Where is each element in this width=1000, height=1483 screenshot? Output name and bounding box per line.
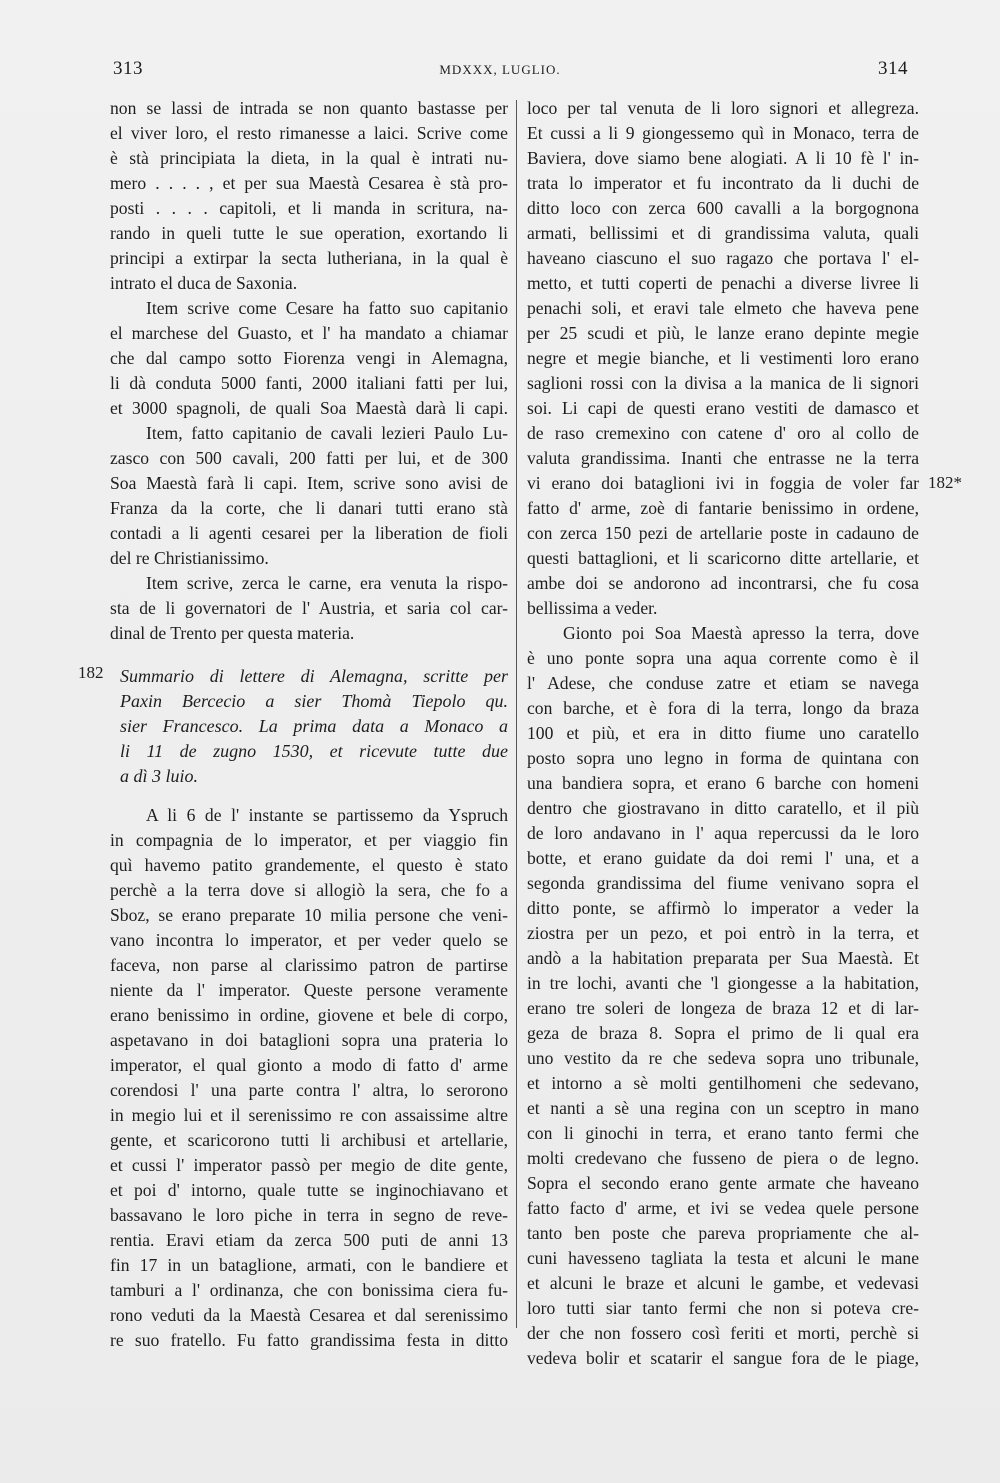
margin-note-right: 182* [928, 473, 962, 492]
text-line: questi battaglioni, et li scaricorno ditte artellarie, et [527, 548, 919, 568]
text-line: molti credevano che fusseno de piera o de legno. [527, 1148, 919, 1168]
text-line: tanto ben poste che pareva propriamente che al- [527, 1223, 919, 1243]
text-line: armati, bellissimi et di grandissima valuta, quali [527, 223, 919, 243]
text-line: sta de li governatori de l' Austria, et saria col car- [110, 598, 508, 618]
text-line: con barche, et è fora di la terra, longo da braza [527, 698, 919, 718]
text-line: imperator, el qual gionto a modo di fatto d' arme [110, 1055, 508, 1075]
text-line: soi. Li capi de questi erano vestiti de damasco et [527, 398, 919, 418]
text-line: et poi d' intorno, quale tutte se inginochiavano et [110, 1180, 508, 1200]
text-line: erano tre soleri de longeza de braza 12 et di lar- [527, 998, 919, 1018]
text-line: valuta grandissima. Inanti che entrasse ne la terra [527, 448, 919, 468]
text-line: metto, et tutti coperti de penachi a diverse livree li [527, 273, 919, 293]
text-line: Franza da la corte, che li danari tutti erano stà [110, 498, 508, 518]
text-line: botte, et erano guidate da doi remi l' una, et a [527, 848, 919, 868]
text-line: li dà conduta 5000 fanti, 2000 italiani fatti per lui, [110, 373, 508, 393]
text-line: erano benissimo in ordine, giovene et bele di corpo, [110, 1005, 508, 1025]
text-line: 100 et più, et era in ditto fiume uno caratello [527, 723, 919, 743]
text-line: ditto loco con zerca 600 cavalli a la borgognona [527, 198, 919, 218]
text-line: Sboz, se erano preparate 10 milia persone che veni- [110, 905, 508, 925]
text-line: faceva, non parse al clarissimo patron de partirse [110, 955, 508, 975]
text-line: trata lo imperator et fu incontrato da li duchi de [527, 173, 919, 193]
text-line: del re Christianissimo. [110, 548, 269, 568]
text-line: fatto d' arme, zoè di fantarie benissimo in ordene, [527, 498, 919, 518]
text-line: una bandiera sopra, et erano 6 barche con homeni [527, 773, 919, 793]
text-line: quì havemo patito grandemente, el questo è stato [110, 855, 508, 875]
column-divider [516, 100, 517, 1328]
text-line: de raso cremexino con catene d' oro al collo de [527, 423, 919, 443]
text-line: fin 17 in un bataglione, armati, con le bandiere et [110, 1255, 508, 1275]
text-line: è stà principiata la dieta, in la qual è intrati nu- [110, 148, 508, 168]
right-column [527, 96, 919, 1371]
text-line: et 3000 spagnoli, de quali Soa Maestà darà li capi. [110, 398, 508, 418]
heading-line: li 11 de zugno 1530, et ricevute tutte due [120, 741, 508, 761]
left-column [110, 96, 508, 1353]
text-line: et nanti a sè una regina con un sceptro in mano [527, 1098, 919, 1118]
text-line: Soa Maestà farà li capi. Item, scrive sono avisi de [110, 473, 508, 493]
text-line: penachi soli, et eravi tale elmeto che haveva pene [527, 298, 919, 318]
text-line: in compagnia de lo imperator, et per viaggio fin [110, 830, 508, 850]
text-line: vedeva bolir et scatarir el sangue fora de le piage, [527, 1348, 919, 1368]
text-line: aspetavano in doi bataglioni sopra una prateria lo [110, 1030, 508, 1050]
margin-note-left: 182 [78, 663, 104, 682]
text-line: posti . . . . capitoli, et li manda in scritura, na- [110, 198, 508, 218]
text-line: rono veduti da la Maestà Cesarea et dal serenissimo [110, 1305, 508, 1325]
text-line: mero . . . . , et per sua Maestà Cesarea è stà pro- [110, 173, 508, 193]
text-line: niente da l' imperator. Queste persone veramente [110, 980, 508, 1000]
text-line: Sopra el secondo erano gente armate che haveano [527, 1173, 919, 1193]
text-line: in tre lochi, avanti che 'l giongesse a la habitation, [527, 973, 919, 993]
text-line: intrato el duca de Saxonia. [110, 273, 298, 293]
text-line: Item scrive come Cesare ha fatto suo capitanio [146, 298, 508, 318]
text-line: che dal campo sotto Fiorenza vengi in Alemagna, [110, 348, 508, 368]
text-line: zasco con 500 cavali, 200 fatti per lui, et de 300 [110, 448, 508, 468]
text-line: Et cussi a li 9 giongessemo quì in Monaco, terra de [527, 123, 919, 143]
text-line: andò a la habitation preparata per Sua Maestà. Et [527, 948, 919, 968]
text-line: posto sopra uno legno in forma de quintana con [527, 748, 919, 768]
heading-line: a dì 3 luio. [120, 766, 199, 786]
text-line: corendosi l' una parte contra l' altra, lo serorono [110, 1080, 508, 1100]
text-line: principi a extirpar la secta lutheriana, in la qual è [110, 248, 508, 268]
text-line: et intorno a sè molti gentilhomeni che sedevano, [527, 1073, 919, 1093]
text-line: è uno ponte sopra una aqua corrente como è il [527, 648, 919, 668]
letter-heading [110, 664, 508, 789]
text-line: loro tutti siar tanto fermi che non si poteva cre- [527, 1298, 919, 1318]
text-line: et alcuni le braze et alcuni le gambe, et vedevasi [527, 1273, 919, 1293]
text-line: el viver loro, el resto rimanesse a laici. Scrive come [110, 123, 508, 143]
text-line: de loro andavano in l' aqua repercussi da le loro [527, 823, 919, 843]
text-line: ambe doi se andorono ad incontrarsi, che fu cosa [527, 573, 919, 593]
text-line: per 25 scudi et più, le lanze erano depinte megie [527, 323, 919, 343]
text-line: der che non fossero così feriti et morti, perchè si [527, 1323, 919, 1343]
text-line: vi erano doi bataglioni ivi in foggia de voler far [527, 473, 919, 493]
text-line: gente, et scaricorono tutti li archibusi et artellarie, [110, 1130, 508, 1150]
text-line: con li ginochi in terra, et erano tanto fermi che [527, 1123, 919, 1143]
text-line: segonda grandissima del fiume venivano sopra el [527, 873, 919, 893]
text-line: Item, fatto capitanio de cavali lezieri Paulo Lu- [146, 423, 508, 443]
text-line: loco per tal venuta de li loro signori et allegreza. [527, 98, 919, 118]
text-line: in megio lui et il serenissimo re con assaissime altre [110, 1105, 508, 1125]
text-line: fatto facto d' arme, et ivi se vedea quele persone [527, 1198, 919, 1218]
text-line: uno vestito da re che sedeva sopra uno tribunale, [527, 1048, 919, 1068]
text-line: non se lassi de intrada se non quanto bastasse per [110, 98, 508, 118]
text-line: ditto ponte, se affirmò lo imperator a veder la [527, 898, 919, 918]
text-line: A li 6 de l' instante se partissemo da Yspruch [146, 805, 508, 825]
text-line: rentia. Eravi etiam da zerca 500 puti de anni 13 [110, 1230, 508, 1250]
heading-line: Paxin Bercecio a sier Thomà Tiepolo qu. [120, 691, 508, 711]
text-line: dentro che giostravano in ditto caratello, et il più [527, 798, 919, 818]
text-line: geza de braza 8. Sopra el primo de li qual era [527, 1023, 919, 1043]
text-line: ziostra per un pezo, et poi entrò in la terra, et [527, 923, 919, 943]
text-line: cuni havesseno tagliata la testa et alcuni le mane [527, 1248, 919, 1268]
text-line: haveano ciascuno el suo ragazo che portava l' el- [527, 248, 919, 268]
text-line: Gionto poi Soa Maestà apresso la terra, dove [563, 623, 919, 643]
text-line: negre et megie bianche, et li vestimenti loro erano [527, 348, 919, 368]
running-title: MDXXX, LUGLIO. [439, 62, 561, 77]
text-line: Item scrive, zerca le carne, era venuta la rispo- [146, 573, 508, 593]
text-line: Baviera, dove siamo bene alogiati. A li 10 fè l' in- [527, 148, 919, 168]
text-line: contadi a li agenti cesarei per la liberation de fioli [110, 523, 508, 543]
heading-line: sier Francesco. La prima data a Monaco a [120, 716, 508, 736]
text-line: dinal de Trento per questa materia. [110, 623, 355, 643]
page-number-left: 313 [113, 58, 143, 79]
text-line: perchè a la terra dove si allogiò la sera, che fo a [110, 880, 508, 900]
text-line: tamburi a l' ordinanza, che con bonissima ciera fu- [110, 1280, 508, 1300]
text-line: rando in queli tutte le sue operation, exortando li [110, 223, 508, 243]
text-line: con zerca 150 pezi de artellarie poste in cadauno de [527, 523, 919, 543]
text-line: vano incontra lo imperator, et per veder quelo se [110, 930, 508, 950]
text-line: re suo fratello. Fu fatto grandissima festa in ditto [110, 1330, 508, 1350]
text-line: bassavano le loro piche in terra in segno de reve- [110, 1205, 508, 1225]
text-line: et cussi l' imperator passò per megio de dite gente, [110, 1155, 508, 1175]
heading-line: Summario di lettere di Alemagna, scritte per [120, 666, 508, 686]
page-number-right: 314 [878, 58, 908, 79]
text-line: bellissima a veder. [527, 598, 658, 618]
text-line: saglioni rossi con la divisa a la manica de li signori [527, 373, 919, 393]
text-line: l' Adese, che conduse zatre et etiam se navega [527, 673, 919, 693]
text-line: el marchese del Guasto, et l' ha mandato a chiamar [110, 323, 508, 343]
